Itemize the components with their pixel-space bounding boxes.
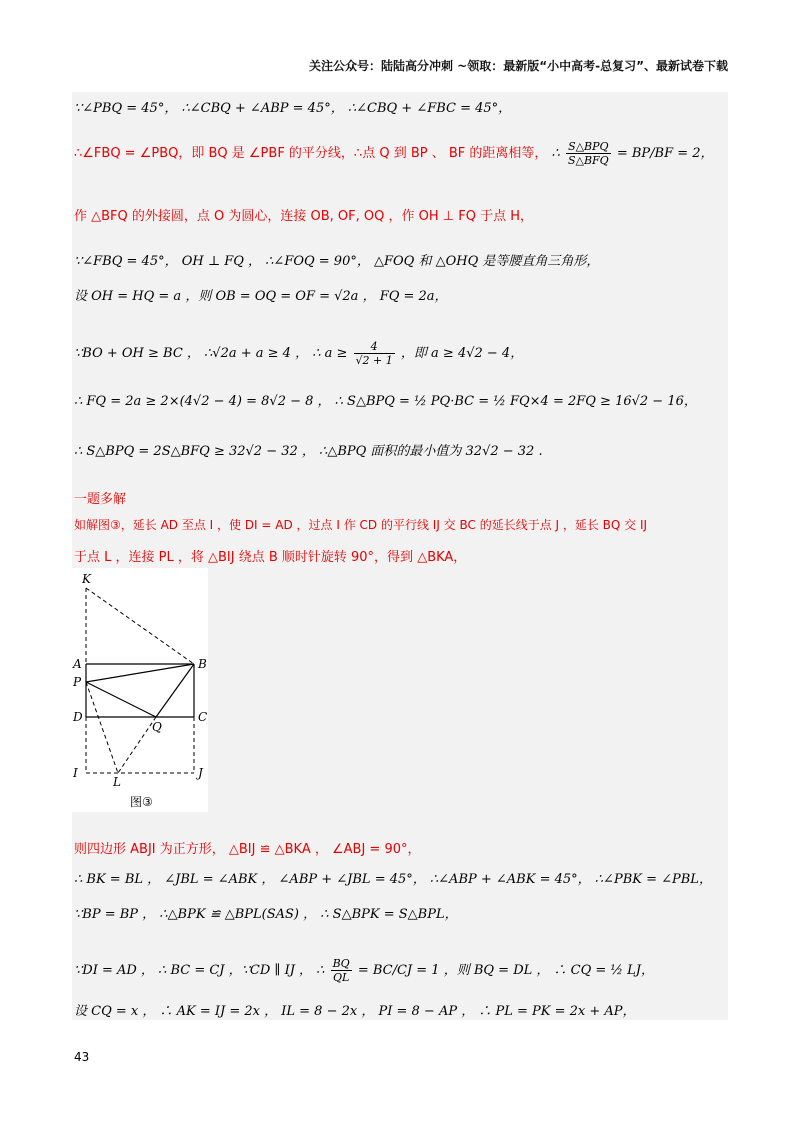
solution-line: 则四边形 ABJI 为正方形， △BIJ ≌ △BKA ， ∠ABJ = 90°， <box>74 842 421 857</box>
solution-line: ∴ BK = BL ， ∠JBL = ∠ABK ， ∠ABP + ∠JBL = 45°， ∴∠ABP + ∠ABK = 45°， ∴∠PBK = ∠PBL， <box>74 872 712 887</box>
page-number: 43 <box>74 1050 90 1064</box>
solution-line: ∴∠FBQ = ∠PBQ，即 BQ 是 ∠PBF 的平分线，∴点 Q 到 BP 、 BF 的距离相等， ∴ $\frac{\text{S△BPQ}}{\text{S△BFQ}}$ = BP/BF = 2， <box>74 140 714 167</box>
solution-line: ∴ S△BPQ = 2S△BFQ ≥ 32√2 − 32 ， ∴△BPQ 面积的最小值为 32√2 − 32 . <box>74 444 543 459</box>
segment-pb <box>86 664 194 682</box>
solution-line: 作 △BFQ 的外接圆，点 O 为圆心，连接 OB, OF, OQ ，作 OH ⊥ FQ 于点 H， <box>74 209 533 224</box>
fraction: $\frac{\text{S△BPQ}}{\text{S△BFQ}}$ <box>567 140 609 167</box>
label-a: A <box>73 657 82 671</box>
solution-line: 如解图③，延长 AD 至点 I ，使 DI = AD ，过点 I 作 CD 的平行线 IJ 交 BC 的延长线于点 J ，延长 BQ 交 IJ <box>74 518 648 532</box>
solution-line: ∵BO + OH ≥ BC ， ∴√2a + a ≥ 4 ， ∴ a ≥ $\frac{4}{√2 + 1}$ ，即 a ≥ 4√2 − 4， <box>74 340 524 367</box>
solution-line: ∵∠PBQ = 45°， ∴∠CBQ + ∠ABP = 45°， ∴∠CBQ + ∠FBC = 45°， <box>74 101 512 116</box>
section-title: 一题多解 <box>74 492 127 507</box>
label-p: P <box>73 675 82 689</box>
geometry-figure <box>72 568 208 812</box>
label-c: C <box>198 710 208 724</box>
figure-svg <box>72 568 208 812</box>
solution-line: ∴ FQ = 2a ≥ 2×(4√2 − 4) = 8√2 − 8 ， ∴ S△BPQ = ½ PQ·BC = ½ FQ×4 = 2FQ ≥ 16√2 − 16， <box>74 394 697 409</box>
solution-line: 设 OH = HQ = a ，则 OB = OQ = OF = √2a ， FQ = 2a， <box>74 289 448 304</box>
label-j: J <box>198 766 203 780</box>
segment-qb <box>156 664 194 717</box>
segment-kb <box>86 588 194 664</box>
label-d: D <box>73 710 83 724</box>
segment-ql <box>118 717 156 773</box>
page-header: 关注公众号：陆陆高分冲刺 ~领取：最新版“小中高考-总复习”、最新试卷下载 <box>309 59 728 73</box>
label-b: B <box>198 657 207 671</box>
solution-line: ∵∠FBQ = 45°， OH ⊥ FQ ， ∴∠FOQ = 90°， △FOQ 和 △OHQ 是等腰直角三角形， <box>74 254 600 269</box>
label-q: Q <box>152 720 162 734</box>
solution-line: 设 CQ = x ， ∴ AK = IJ = 2x ， IL = 8 − 2x ， PI = 8 − AP ， ∴ PL = PK = 2x + AP， <box>74 1004 636 1019</box>
solution-line: ∵BP = BP ， ∴△BPK ≌ △BPL(SAS) ， ∴ S△BPK = S△BPL， <box>74 907 458 922</box>
fraction: $\frac{BQ}{QL}$ <box>332 957 350 984</box>
solution-line: 于点 L ，连接 PL ，将 △BIJ 绕点 B 顺时针旋转 90°，得到 △BKA， <box>74 550 467 565</box>
figure-caption: 图③ <box>130 795 153 809</box>
label-l: L <box>113 775 121 789</box>
solution-line: ∵DI = AD ， ∴ BC = CJ ，∵CD ∥ IJ ， ∴ $\frac{BQ}{QL}$ = BC/CJ = 1 ，则 BQ = DL ， ∴ CQ = ½ LJ， <box>74 957 655 984</box>
fraction: $\frac{4}{√2 + 1}$ <box>355 340 393 367</box>
label-k: K <box>82 572 91 586</box>
label-i: I <box>73 766 78 780</box>
